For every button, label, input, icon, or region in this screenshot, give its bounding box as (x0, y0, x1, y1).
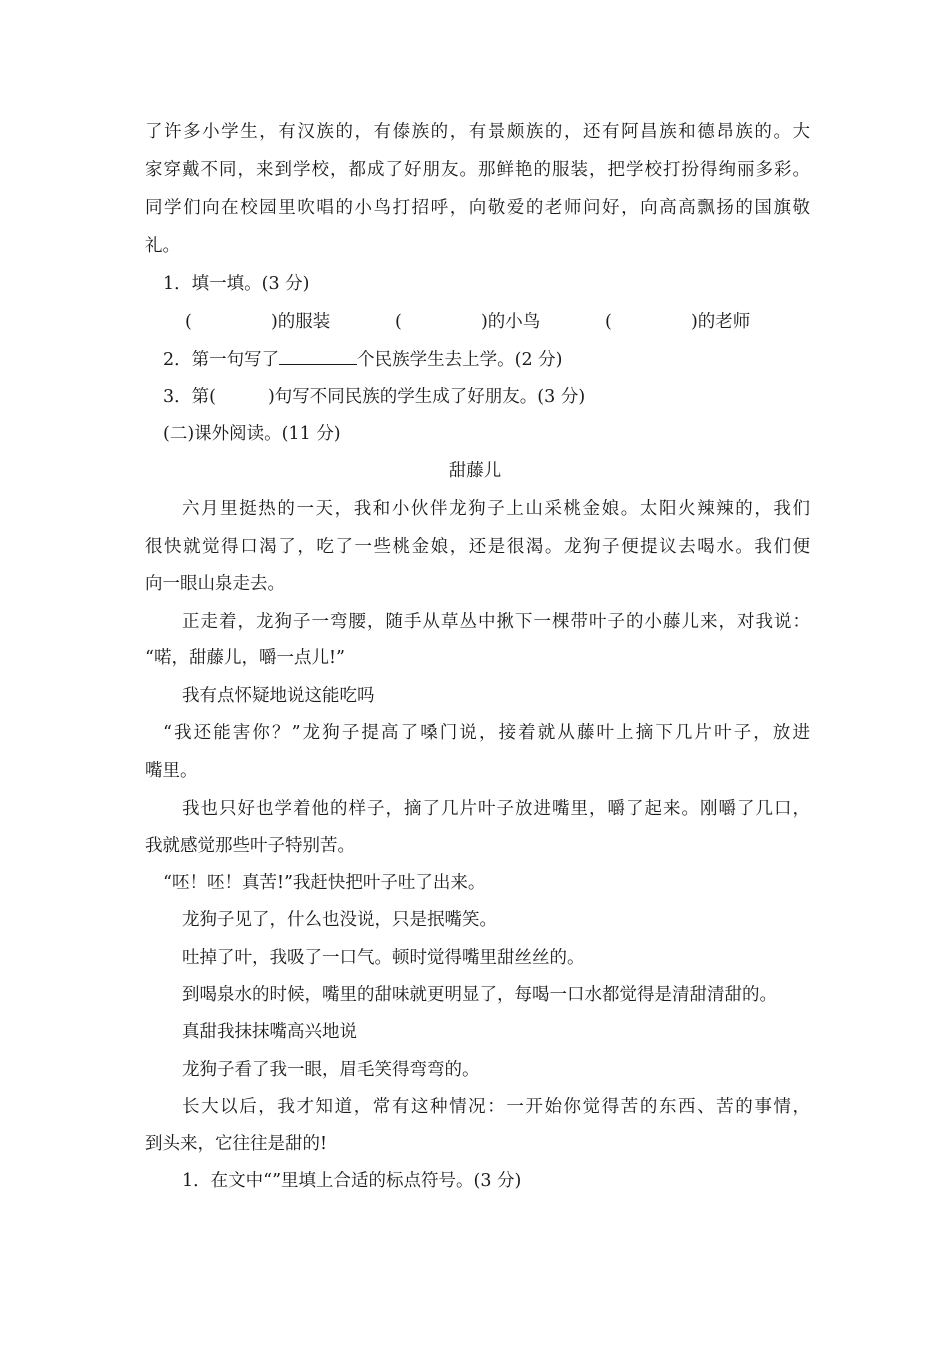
passage1-line-1: 了许多小学生，有汉族的，有傣族的，有景颇族的，还有阿昌族和德昂族的。大 (145, 122, 810, 142)
question-2-prefix: 2．第一句写了 (163, 350, 280, 370)
story-line: “呸！呸！真苦!”我赶快把叶子吐了出来。 (163, 873, 486, 893)
story-line: 正走着，龙狗子一弯腰，随手从草丛中揪下一棵带叶子的小藤儿来，对我说： (182, 612, 810, 632)
passage1-line-4: 礼。 (145, 236, 180, 256)
question-2 (163, 347, 828, 372)
question-2-suffix: 个民族学生去上学。(2 分) (357, 350, 563, 370)
open-paren: ( (605, 312, 612, 332)
question-3-prefix: 3．第( (163, 387, 216, 407)
blank-label: )的小鸟 (480, 312, 541, 332)
story-line: 很快就觉得口渴了，吃了一些桃金娘，还是很渴。龙狗子便提议去喝水。我们便 (145, 537, 810, 557)
story-line: 嘴里。 (145, 761, 198, 781)
story-title: 甜藤儿 (448, 461, 502, 481)
blank-label: )的服装 (270, 312, 331, 332)
passage1-line-2: 家穿戴不同，来到学校，都成了好朋友。那鲜艳的服装，把学校打扮得绚丽多彩。 (145, 160, 810, 180)
story-line: “喏，甜藤儿，嚼一点儿!” (145, 648, 345, 668)
story-line: 龙狗子看了我一眼，眉毛笑得弯弯的。 (182, 1060, 480, 1080)
story-line: 到喝泉水的时候，嘴里的甜味就更明显了，每喝一口水都觉得是清甜清甜的。 (182, 985, 777, 1005)
question-punctuation: 1．在文中“”里填上合适的标点符号。(3 分) (182, 1171, 522, 1191)
section-heading: (二)课外阅读。(11 分) (163, 424, 341, 444)
story-line: “我还能害你？”龙狗子提高了嗓门说，接着就从藤叶上摘下几片叶子，放进 (163, 723, 810, 743)
passage1-line-3: 同学们向在校园里吹唱的小鸟打招呼，向敬爱的老师问好，向高高飘扬的国旗敬 (145, 198, 810, 218)
story-line: 向一眼山泉走去。 (145, 574, 285, 594)
question-3 (163, 385, 828, 409)
story-line: 六月里挺热的一天，我和小伙伴龙狗子上山采桃金娘。太阳火辣辣的，我们 (182, 499, 810, 519)
story-line: 我也只好也学着他的样子，摘了几片叶子放进嘴里，嚼了起来。刚嚼了几口， (182, 799, 810, 819)
blank-label: )的老师 (690, 312, 751, 332)
story-line: 我有点怀疑地说这能吃吗 (182, 686, 375, 706)
story-line: 龙狗子见了，什么也没说，只是抿嘴笑。 (182, 910, 497, 930)
story-line: 到头来，它往往是甜的! (145, 1134, 328, 1154)
story-line: 长大以后，我才知道，常有这种情况：一开始你觉得苦的东西、苦的事情， (182, 1097, 810, 1117)
story-line: 吐掉了叶，我吸了一口气。顿时觉得嘴里甜丝丝的。 (182, 948, 585, 968)
open-paren: ( (395, 312, 402, 332)
story-line: 我就感觉那些叶子特别苦。 (145, 836, 355, 856)
story-line: 真甜我抹抹嘴高兴地说 (182, 1022, 357, 1042)
answer-blank[interactable] (279, 347, 357, 365)
question-1: 1．填一填。(3 分) (163, 274, 310, 294)
fill-blank-2 (395, 310, 540, 334)
fill-blank-3 (605, 310, 750, 334)
fill-blank-1 (185, 310, 330, 334)
question-3-suffix: )句写不同民族的学生成了好朋友。(3 分) (267, 387, 586, 407)
open-paren: ( (185, 312, 192, 332)
